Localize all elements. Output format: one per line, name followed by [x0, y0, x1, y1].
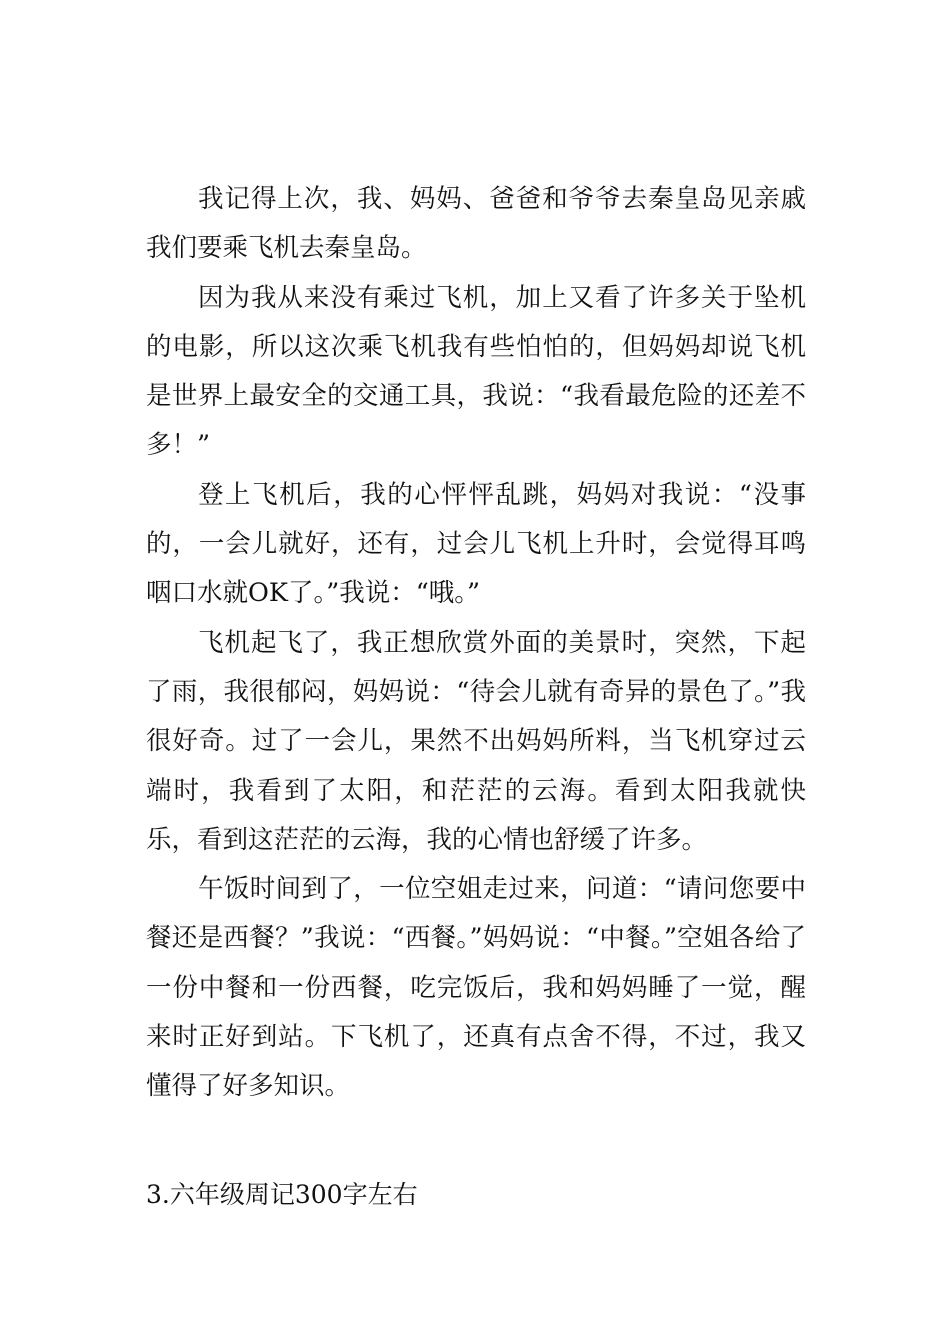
paragraph-5: 午饭时间到了，一位空姐走过来，问道：“请问您要中餐还是西餐？”我说：“西餐。”妈妈说：“中餐。”空姐各给了一份中餐和一份西餐，吃完饭后，我和妈妈睡了一觉，醒来时正好到站。下飞机了，还真有点舍不得，不过，我又懂得了好多知识。: [146, 874, 806, 1102]
paragraph-1: 我记得上次，我、妈妈、爸爸和爷爷去秦皇岛见亲戚我们要乘飞机去秦皇岛。: [146, 184, 806, 264]
paragraph-3: 登上飞机后，我的心怦怦乱跳，妈妈对我说：“没事的，一会儿就好，还有，过会儿飞机上升时，会觉得耳鸣咽口水就OK了。”我说：“哦。”: [146, 479, 806, 609]
paragraph-4: 飞机起飞了，我正想欣赏外面的美景时，突然，下起了雨，我很郁闷，妈妈说：“待会儿就有奇异的景色了。”我很好奇。过了一会儿，果然不出妈妈所料，当飞机穿过云端时，我看到了太阳，和茫茫的云海。看到太阳我就快乐，看到这茫茫的云海，我的心情也舒缓了许多。: [146, 627, 806, 855]
section-heading: 3.六年级周记300字左右: [146, 1180, 418, 1209]
paragraph-2: 因为我从来没有乘过飞机，加上又看了许多关于坠机的电影，所以这次乘飞机我有些怕怕的，但妈妈却说飞机是世界上最安全的交通工具，我说：“我看最危险的还差不多！”: [146, 282, 806, 461]
essay-body: [146, 175, 806, 1112]
